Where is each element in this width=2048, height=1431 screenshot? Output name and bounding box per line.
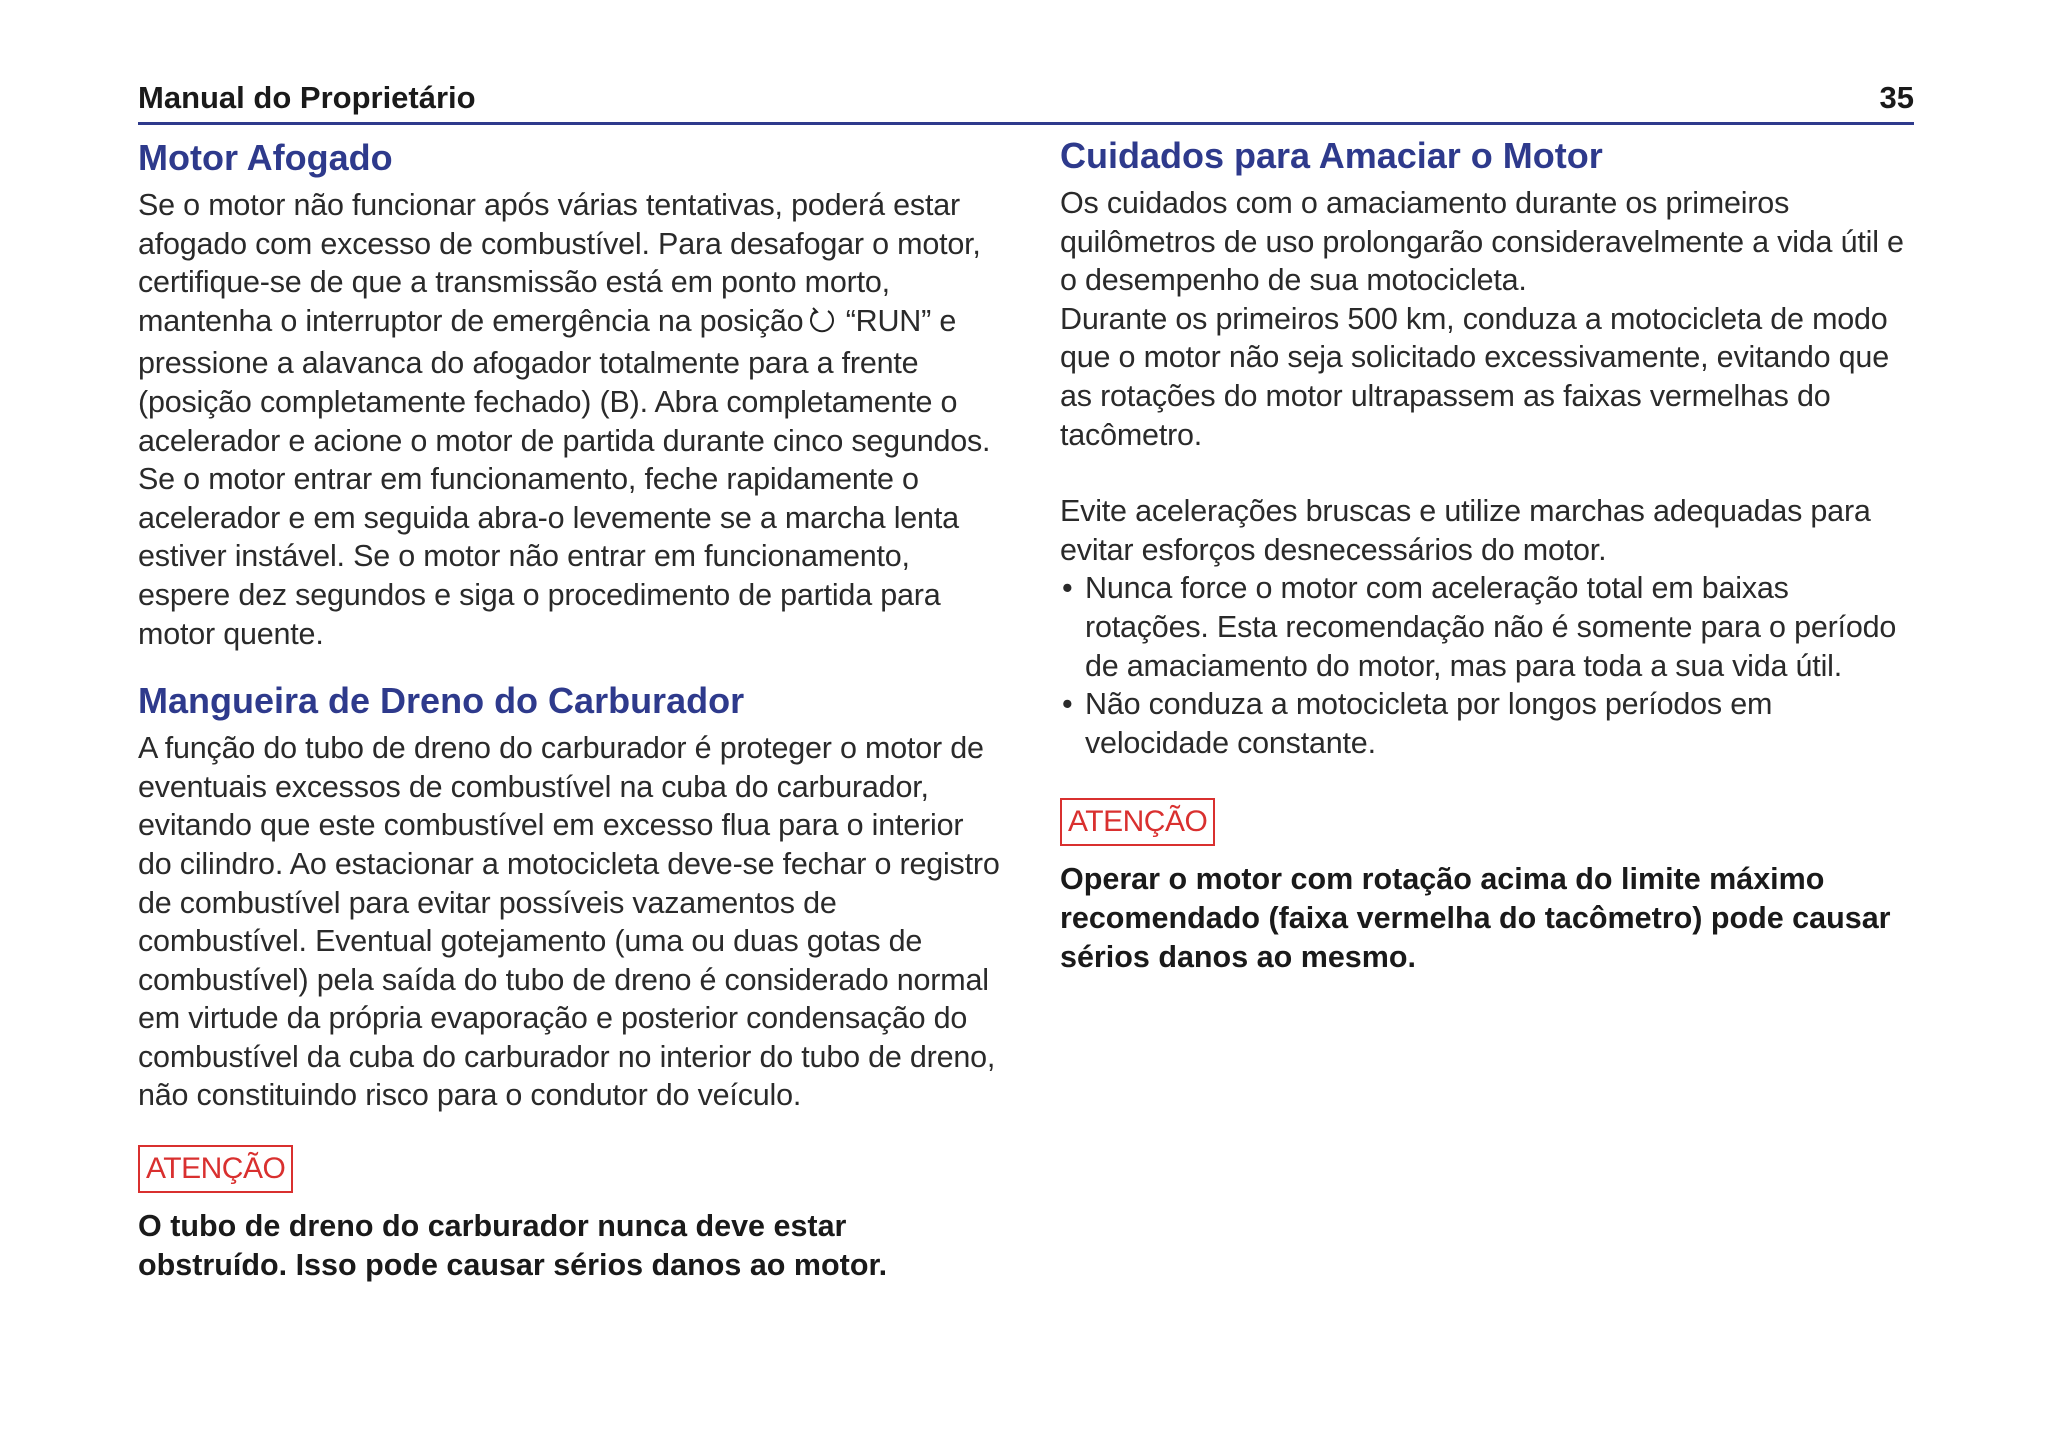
amaciar-para2: Durante os primeiros 500 km, conduza a motocicleta de modo que o motor não seja solicitado excessivamente, evitando que as rotações do motor ultrapassem as faixas vermelhas do tacômetro.: [1060, 301, 1889, 452]
amaciar-para1: Os cuidados com o amaciamento durante os primeiros quilômetros de uso prolongarão consideravelmente a vida útil e o desempenho de sua motocicleta.: [1060, 186, 1904, 298]
page-header: [138, 78, 1914, 125]
warning-label: ATENÇÃO: [138, 1145, 293, 1193]
list-item: [1060, 569, 1920, 685]
warning-box-right: [1060, 798, 1920, 846]
right-column: [1060, 132, 1920, 977]
bullet-text: Não conduza a motocicleta por longos períodos em velocidade constante.: [1085, 687, 1773, 760]
warning-box-left: [138, 1145, 1000, 1193]
motor-afogado-text-part2: “RUN” e pressione a alavanca do afogador totalmente para a frente (posição completamente fechado) (B). Abra completamente o acelerador e acione o motor de partida durante cinco segundos. Se o motor entrar em funcionamento, feche rapidamente o acelerador e em seguida abra-o levemente se a marcha lenta estiver instável. Se o motor não entrar em funcionamento, espere dez segundos e siga o procedimento de partida para motor quente.: [138, 303, 991, 651]
left-column: [138, 132, 1000, 1285]
motor-afogado-text: [138, 186, 1000, 653]
run-position-icon: [807, 305, 837, 345]
warning-text-left: O tubo de dreno do carburador nunca deve estar obstruído. Isso pode causar sérios danos ao motor.: [138, 1209, 888, 1283]
section-heading-mangueira-dreno: Mangueira de Dreno do Carburador: [138, 680, 745, 722]
list-item: [1060, 685, 1920, 762]
amaciar-para3: Evite acelerações bruscas e utilize marchas adequadas para evitar esforços desnecessários do motor.: [1060, 494, 1871, 567]
warning-label: ATENÇÃO: [1060, 798, 1215, 846]
manual-title: Manual do Proprietário: [138, 80, 476, 115]
mangueira-dreno-text: A função do tubo de dreno do carburador é proteger o motor de eventuais excessos de combustível na cuba do carburador, evitando que este combustível em excesso flua para o interior do cilindro. Ao estacionar a motocicleta deve-se fechar o registro de combustível para evitar possíveis vazamentos de combustível. Eventual gotejamento (uma ou duas gotas de combustível) pela saída do tubo de dreno é considerado normal em virtude da própria evaporação e posterior condensação do combustível da cuba do carburador no interior do tubo de dreno, não constituindo risco para o condutor do veículo.: [138, 731, 1000, 1113]
motor-afogado-text-part1: Se o motor não funcionar após várias tentativas, poderá estar afogado com excesso de combustível. Para desafogar o motor, certifique-se de que a transmissão está em ponto morto, mantenha o interruptor de emergência na posição: [138, 188, 981, 338]
page-number: 35: [1879, 80, 1914, 115]
section-heading-motor-afogado: Motor Afogado: [138, 137, 393, 178]
bullet-dot: •: [1062, 571, 1073, 606]
warning-text-right: Operar o motor com rotação acima do limite máximo recomendado (faixa vermelha do tacômetro) pode causar sérios danos ao mesmo.: [1060, 862, 1891, 975]
bullet-text: Nunca force o motor com aceleração total em baixas rotações. Esta recomendação não é somente para o período de amaciamento do motor, mas para toda a sua vida útil.: [1085, 571, 1897, 683]
bullet-dot: •: [1062, 687, 1073, 722]
amaciar-bullet-list: [1060, 569, 1920, 762]
section-heading-amaciar-motor: Cuidados para Amaciar o Motor: [1060, 135, 1603, 176]
